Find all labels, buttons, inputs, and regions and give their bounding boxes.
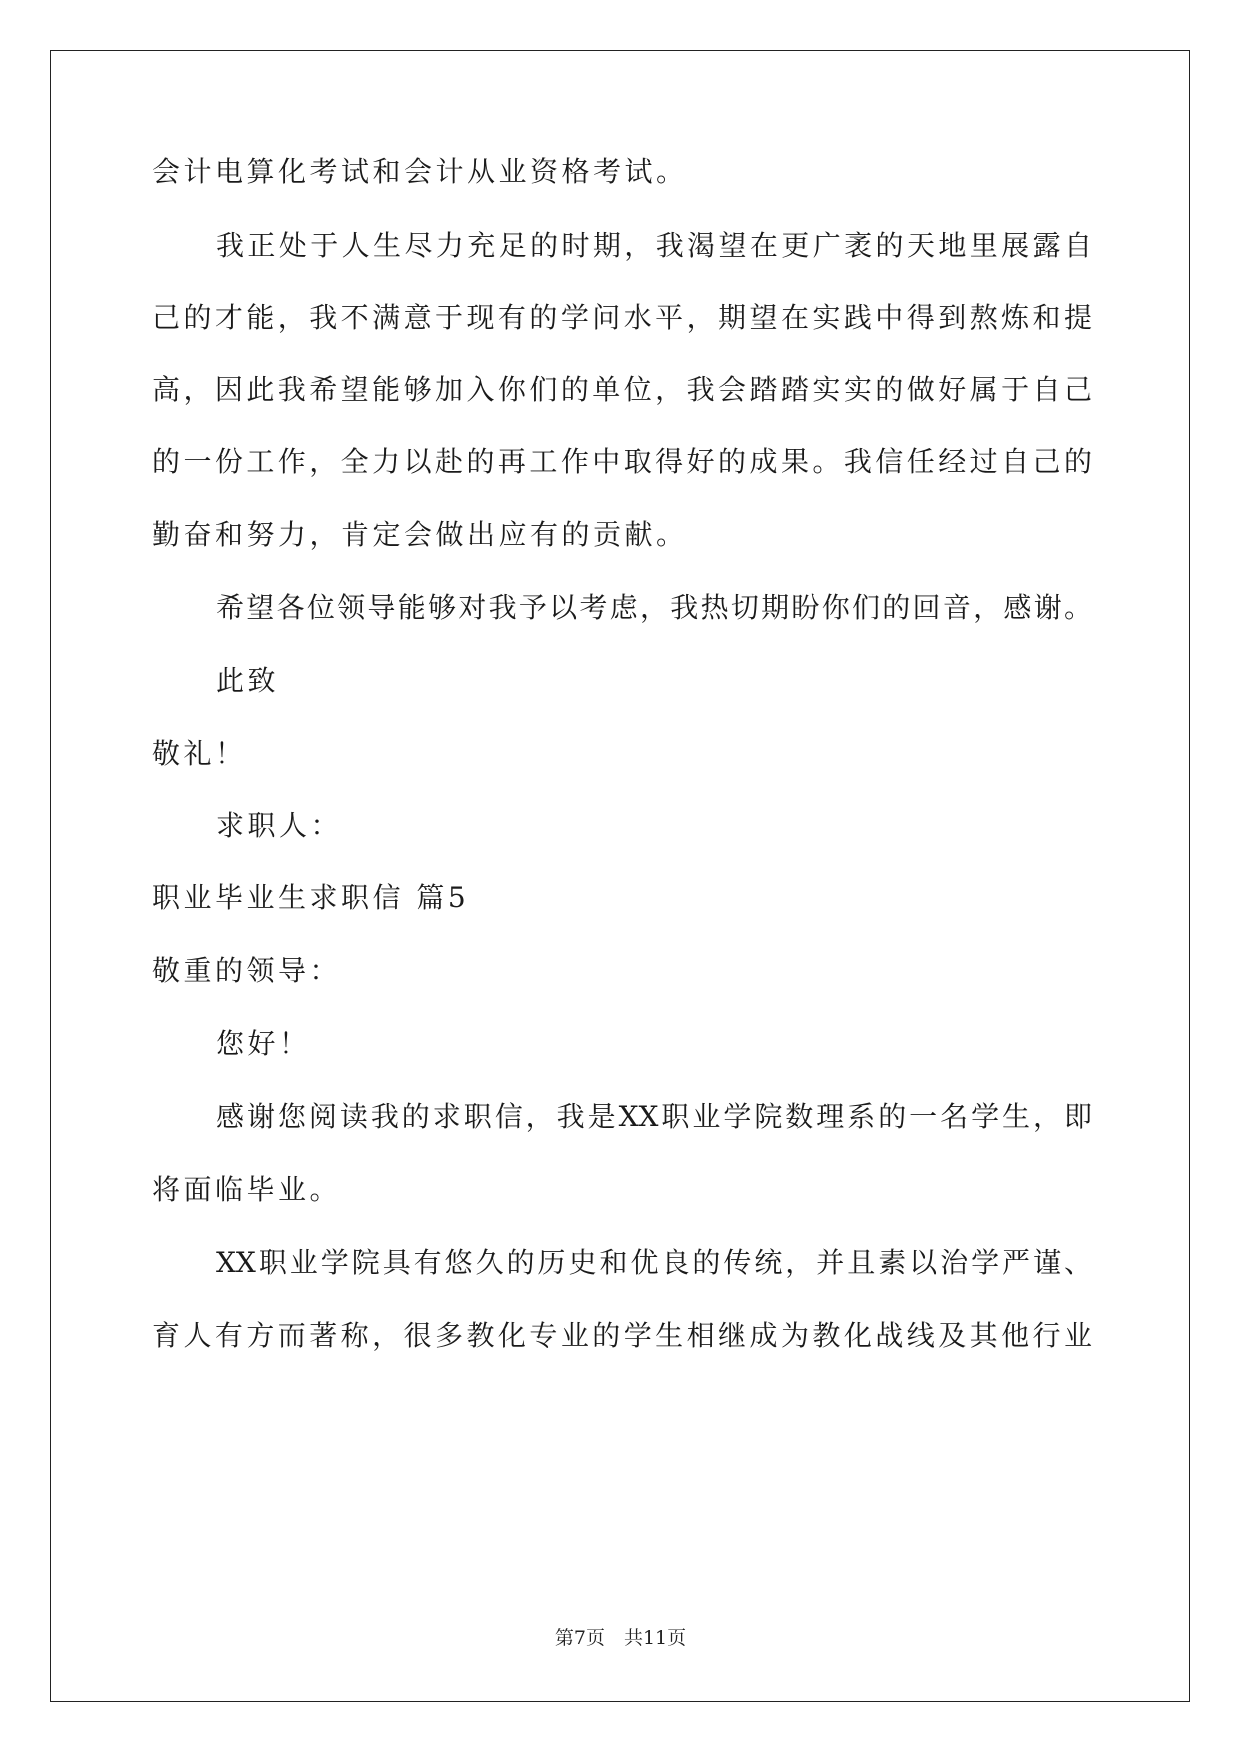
paragraph-line: 我正处于人生尽力充足的时期，我渴望在更广袤的天地里展露自 [216,229,1092,262]
greeting-hello: 您好！ [216,1027,311,1060]
paragraph-line: 希望各位领导能够对我予以考虑，我热切期盼你们的回音，感谢。 [216,591,1092,624]
paragraph-line: 感谢您阅读我的求职信，我是XX职业学院数理系的一名学生，即 [216,1100,1092,1133]
salutation-closing: 敬礼！ [152,737,247,770]
paragraph-line: 勤奋和努力，肯定会做出应有的贡献。 [152,518,688,551]
greeting: 敬重的领导： [152,954,342,987]
section-heading: 职业毕业生求职信 篇5 [152,881,470,914]
closing-phrase: 此致 [216,664,280,697]
paragraph-line: 将面临毕业。 [152,1173,342,1206]
page-number: 第7页 共11页 [554,1627,687,1649]
paragraph-line: 的一份工作，全力以赴的再工作中取得好的成果。我信任经过自己的 [152,445,1092,478]
paragraph-line: XX职业学院具有悠久的历史和优良的传统，并且素以治学严谨、 [216,1246,1092,1279]
paragraph-line: 己的才能，我不满意于现有的学问水平，期望在实践中得到熬炼和提 [152,301,1092,334]
paragraph-line: 高，因此我希望能够加入你们的单位，我会踏踏实实的做好属于自己 [152,373,1092,406]
paragraph-line: 育人有方而著称，很多教化专业的学生相继成为教化战线及其他行业 [152,1319,1092,1352]
paragraph-line: 会计电算化考试和会计从业资格考试。 [152,155,688,188]
signature-label: 求职人： [216,809,343,842]
